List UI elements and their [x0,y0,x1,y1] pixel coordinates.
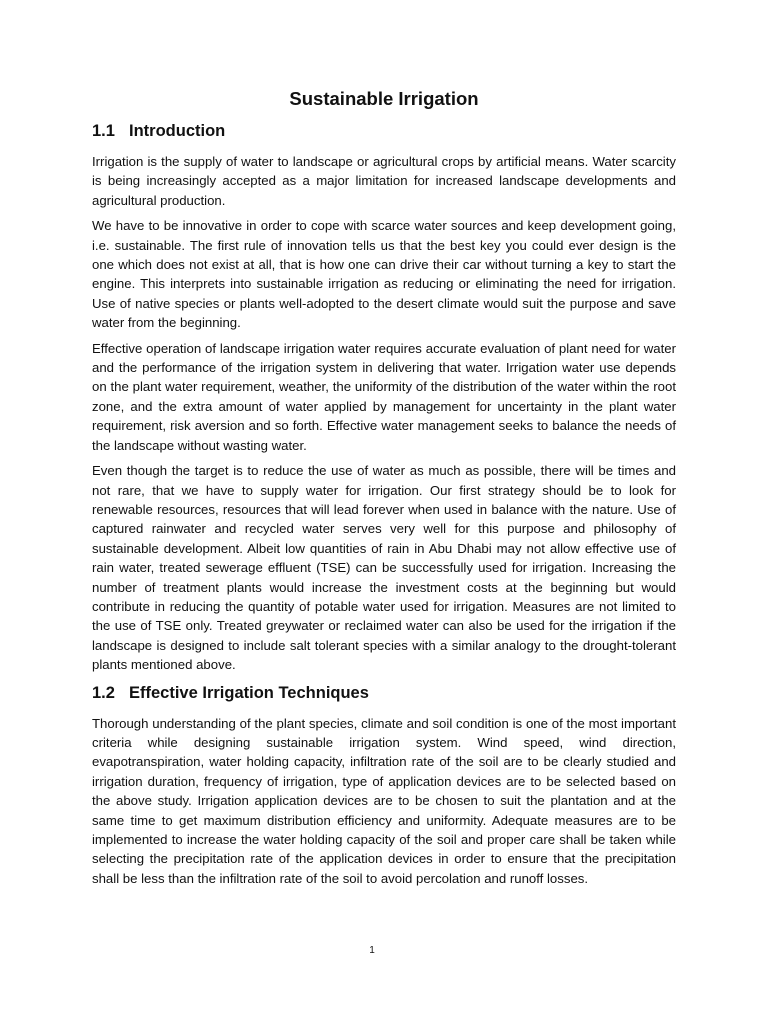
section-effective-irrigation-techniques [92,681,676,889]
section-number: 1.1 [92,122,115,140]
section-title: Introduction [129,122,226,140]
paragraph: Thorough understanding of the plant species, climate and soil condition is one of the most important criteria while designing sustainable irrigation system. Wind speed, wind direction, evapotranspiration, water holding capacity, infiltration rate of the soil are to be clearly studied and irrigation duration, frequency of irrigation, type of application devices are to be selected based on the above study. Irrigation application devices are to be chosen to suit the plantation and at the same time to get maximum distribution efficiency and uniformity. Adequate measures are to be implemented to increase the water holding capacity of the soil and proper care shall be taken while selecting the precipitation rate of the application devices in order to ensure that the precipitation shall be less than the infiltration rate of the soil to avoid percolation and runoff losses. [92,715,676,886]
section-title: Effective Irrigation Techniques [129,683,369,702]
page-number: 1 [369,945,375,956]
document-title: Sustainable Irrigation [289,88,479,109]
paragraph: Even though the target is to reduce the use of water as much as possible, there will be times and not rare, that we have to supply water for irrigation. Our first strategy should be to look for renewable resources, resources that will lead forever when used in balance with the nature. Use of captured rainwater and recycled water serves very well for this purpose and philosophy of sustainable development. Albeit low quantities of rain in Abu Dhabi may not allow effective use of rain water, treated sewerage effluent (TSE) can be successfully used for irrigation. Increasing the number of treatment plants would increase the investment costs at the beginning but would contribute in reducing the quantity of potable water used for irrigation. Measures are not limited to the use of TSE only. Treated greywater or reclaimed water can also be used for the irrigation if the landscape is designed to include salt tolerant species with a similar analogy to the drought-tolerant plants mentioned above. [92,463,676,673]
section-heading [92,119,676,143]
paragraph: We have to be innovative in order to cope with scarce water sources and keep development going, i.e. sustainable. The first rule of innovation tells us that the best key you could ever design is the one which does not exist at all, that is how one can drive their car without turning a key to start the engine. This interprets into sustainable irrigation as reducing or eliminating the need for irrigation. Use of native species or plants well-adopted to the desert climate would suit the purpose and save water from the beginning. [92,218,676,331]
section-introduction [92,119,676,675]
paragraph: Effective operation of landscape irrigation water requires accurate evaluation of plant need for water and the performance of the irrigation system in delivering that water. Irrigation water use depends on the plant water requirement, weather, the uniformity of the distribution of the water within the root zone, and the extra amount of water applied by management for uncertainty in the plant water requirement, risk aversion and so forth. Effective water management seeks to balance the needs of the landscape without wasting water. [92,340,676,453]
section-heading [92,681,676,705]
paragraph: Irrigation is the supply of water to landscape or agricultural crops by artificial means. Water scarcity is being increasingly accepted as a major limitation for increased landscape developments and agricultural production. [92,154,676,208]
section-number: 1.2 [92,683,115,702]
page-content [92,86,676,894]
